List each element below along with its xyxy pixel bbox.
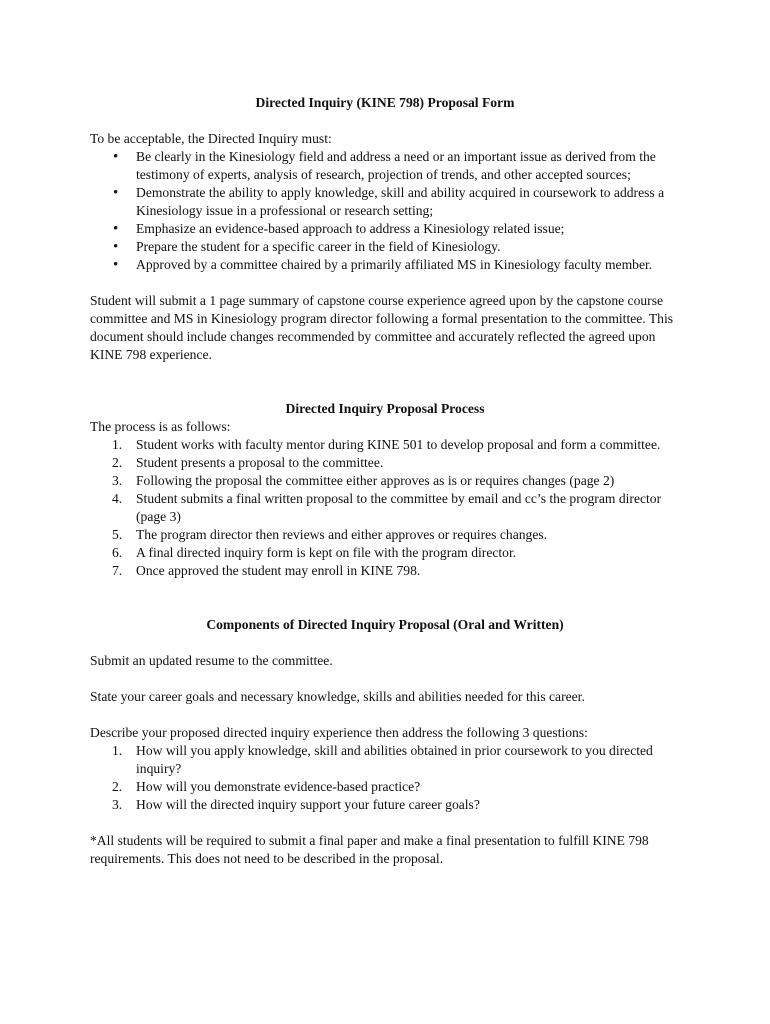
requirement-item: • Be clearly in the Kinesiology field and address a need or an important issue as derived from the testimony of experts, analysis of research, projection of trends, and other accepted sources;	[90, 148, 680, 184]
process-step	[90, 562, 680, 580]
step-number: 3.	[112, 473, 123, 488]
requirement-item: • Prepare the student for a specific career in the field of Kinesiology.	[90, 238, 680, 256]
step-text: Once approved the student may enroll in KINE 798.	[136, 563, 421, 578]
process-step	[90, 490, 680, 526]
question-item	[90, 742, 680, 778]
step-text: Student presents a proposal to the committee.	[136, 455, 384, 470]
components-heading: Components of Directed Inquiry Proposal (Oral and Written)	[206, 617, 564, 632]
questions-list	[90, 742, 680, 814]
requirements-list	[90, 148, 680, 274]
process-steps-list	[90, 436, 680, 580]
step-text: Following the proposal the committee either approves as is or requires changes (page 2)	[136, 473, 615, 488]
career-instruction: State your career goals and necessary knowledge, skills and abilities needed for this career.	[90, 689, 585, 704]
step-number: 4.	[112, 491, 123, 506]
question-number: 3.	[112, 797, 123, 812]
footnote: *All students will be required to submit a final paper and make a final presentation to fulfill KINE 798 requirements. This does not need to be described in the proposal.	[90, 833, 649, 866]
step-number: 2.	[112, 455, 123, 470]
process-step	[90, 526, 680, 544]
describe-intro: Describe your proposed directed inquiry experience then address the following 3 questions:	[90, 725, 588, 740]
summary-paragraph: Student will submit a 1 page summary of capstone course experience agreed upon by the capstone course committee and MS in Kinesiology program director following a formal presentation to the committee. This document should include changes recommended by committee and accurately reflected the agreed upon KINE 798 experience.	[90, 293, 674, 362]
process-step	[90, 436, 680, 454]
question-item	[90, 778, 680, 796]
step-number: 5.	[112, 527, 123, 542]
requirements-intro: To be acceptable, the Directed Inquiry must:	[90, 131, 332, 146]
step-number: 6.	[112, 545, 123, 560]
question-item	[90, 796, 680, 814]
process-intro: The process is as follows:	[90, 419, 231, 434]
step-text: Student works with faculty mentor during KINE 501 to develop proposal and form a committee.	[136, 437, 661, 452]
step-number: 7.	[112, 563, 123, 578]
resume-instruction: Submit an updated resume to the committee.	[90, 653, 333, 668]
process-heading: Directed Inquiry Proposal Process	[285, 401, 485, 416]
question-text: How will you demonstrate evidence-based practice?	[136, 779, 421, 794]
question-number: 2.	[112, 779, 123, 794]
question-text: How will the directed inquiry support your future career goals?	[136, 797, 480, 812]
document-page	[90, 94, 680, 868]
requirement-item: • Approved by a committee chaired by a primarily affiliated MS in Kinesiology faculty member.	[90, 256, 680, 274]
step-number: 1.	[112, 437, 123, 452]
step-text: The program director then reviews and either approves or requires changes.	[136, 527, 548, 542]
process-step	[90, 544, 680, 562]
requirement-item: • Emphasize an evidence-based approach to address a Kinesiology related issue;	[90, 220, 680, 238]
requirement-item: • Demonstrate the ability to apply knowledge, skill and ability acquired in coursework to address a Kinesiology issue in a professional or research setting;	[90, 184, 680, 220]
question-number: 1.	[112, 743, 123, 758]
step-text: A final directed inquiry form is kept on file with the program director.	[136, 545, 517, 560]
process-step	[90, 472, 680, 490]
page-title: Directed Inquiry (KINE 798) Proposal Form	[255, 95, 515, 110]
process-step	[90, 454, 680, 472]
step-text: Student submits a final written proposal to the committee by email and cc’s the program director (page 3)	[136, 491, 662, 524]
question-text: How will you apply knowledge, skill and abilities obtained in prior coursework to you directed inquiry?	[136, 743, 653, 776]
